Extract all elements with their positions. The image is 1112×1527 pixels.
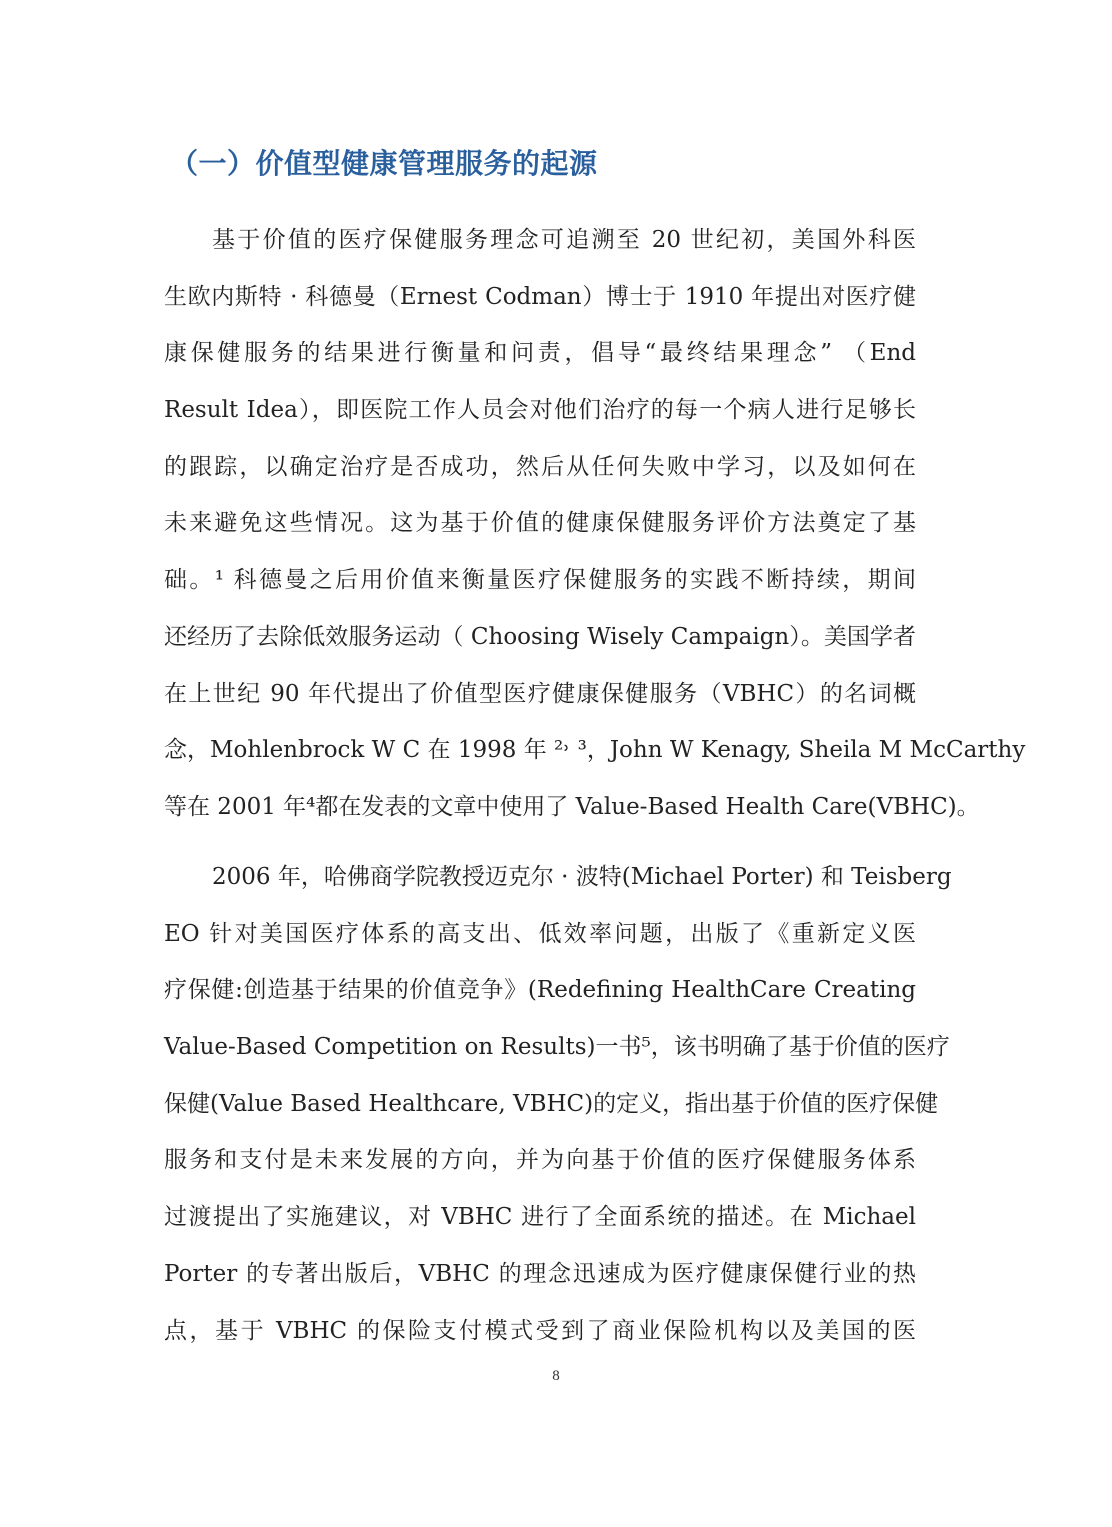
- text-line: 服务和支付是未来发展的方向，并为向基于价值的医疗保健服务体系: [164, 1147, 916, 1174]
- paragraph-2: [164, 849, 952, 1359]
- text-line: Porter 的专著出版后，VBHC 的理念迅速成为医疗健康保健行业的热: [164, 1260, 916, 1287]
- text-line: EO 针对美国医疗体系的高支出、低效率问题，出版了《重新定义医: [164, 920, 916, 947]
- page-number: 8: [552, 1368, 560, 1384]
- section-heading: （一）价值型健康管理服务的起源: [170, 147, 598, 180]
- text-line: 在上世纪 90 年代提出了价值型医疗健康保健服务（VBHC）的名词概: [164, 680, 916, 707]
- text-line: 还经历了去除低效服务运动（ Choosing Wisely Campaign）。美国学者: [164, 623, 916, 650]
- text-line: 点，基于 VBHC 的保险支付模式受到了商业保险机构以及美国的医: [164, 1317, 916, 1344]
- text-line: 等在 2001 年⁴都在发表的文章中使用了 Value-Based Health Care(VBHC)。: [164, 793, 980, 820]
- text-line: Value-Based Competition on Results)一书⁵，该书明确了基于价值的医疗: [164, 1034, 950, 1061]
- text-line: 未来避免这些情况。这为基于价值的健康保健服务评价方法奠定了基: [164, 510, 916, 537]
- text-line: 2006 年，哈佛商学院教授迈克尔 · 波特(Michael Porter) 和 Teisberg: [212, 864, 952, 890]
- text-line: 保健(Value Based Healthcare, VBHC)的定义，指出基于价值的医疗保健: [164, 1090, 939, 1117]
- text-line: 念，Mohlenbrock W C 在 1998 年 ²˒ ³，John W Kenagy, Sheila M McCarthy: [164, 737, 1026, 764]
- text-line: 康保健服务的结果进行衡量和问责，倡导“最终结果理念” （End: [164, 340, 916, 367]
- text-line: 过渡提出了实施建议，对 VBHC 进行了全面系统的描述。在 Michael: [164, 1204, 916, 1231]
- text-line: 生欧内斯特 · 科德曼（Ernest Codman）博士于 1910 年提出对医疗健: [164, 283, 916, 310]
- text-line: 的跟踪，以确定治疗是否成功，然后从任何失败中学习，以及如何在: [164, 453, 916, 480]
- text-line: 础。¹ 科德曼之后用价值来衡量医疗保健服务的实践不断持续，期间: [164, 567, 916, 594]
- text-line: 基于价值的医疗保健服务理念可追溯至 20 世纪初，美国外科医: [212, 227, 916, 253]
- paragraph-1: [164, 212, 1026, 836]
- text-line: Result Idea），即医院工作人员会对他们治疗的每一个病人进行足够长: [164, 397, 916, 424]
- text-line: 疗保健:创造基于结果的价值竞争》(Redefining HealthCare Creating: [164, 977, 916, 1004]
